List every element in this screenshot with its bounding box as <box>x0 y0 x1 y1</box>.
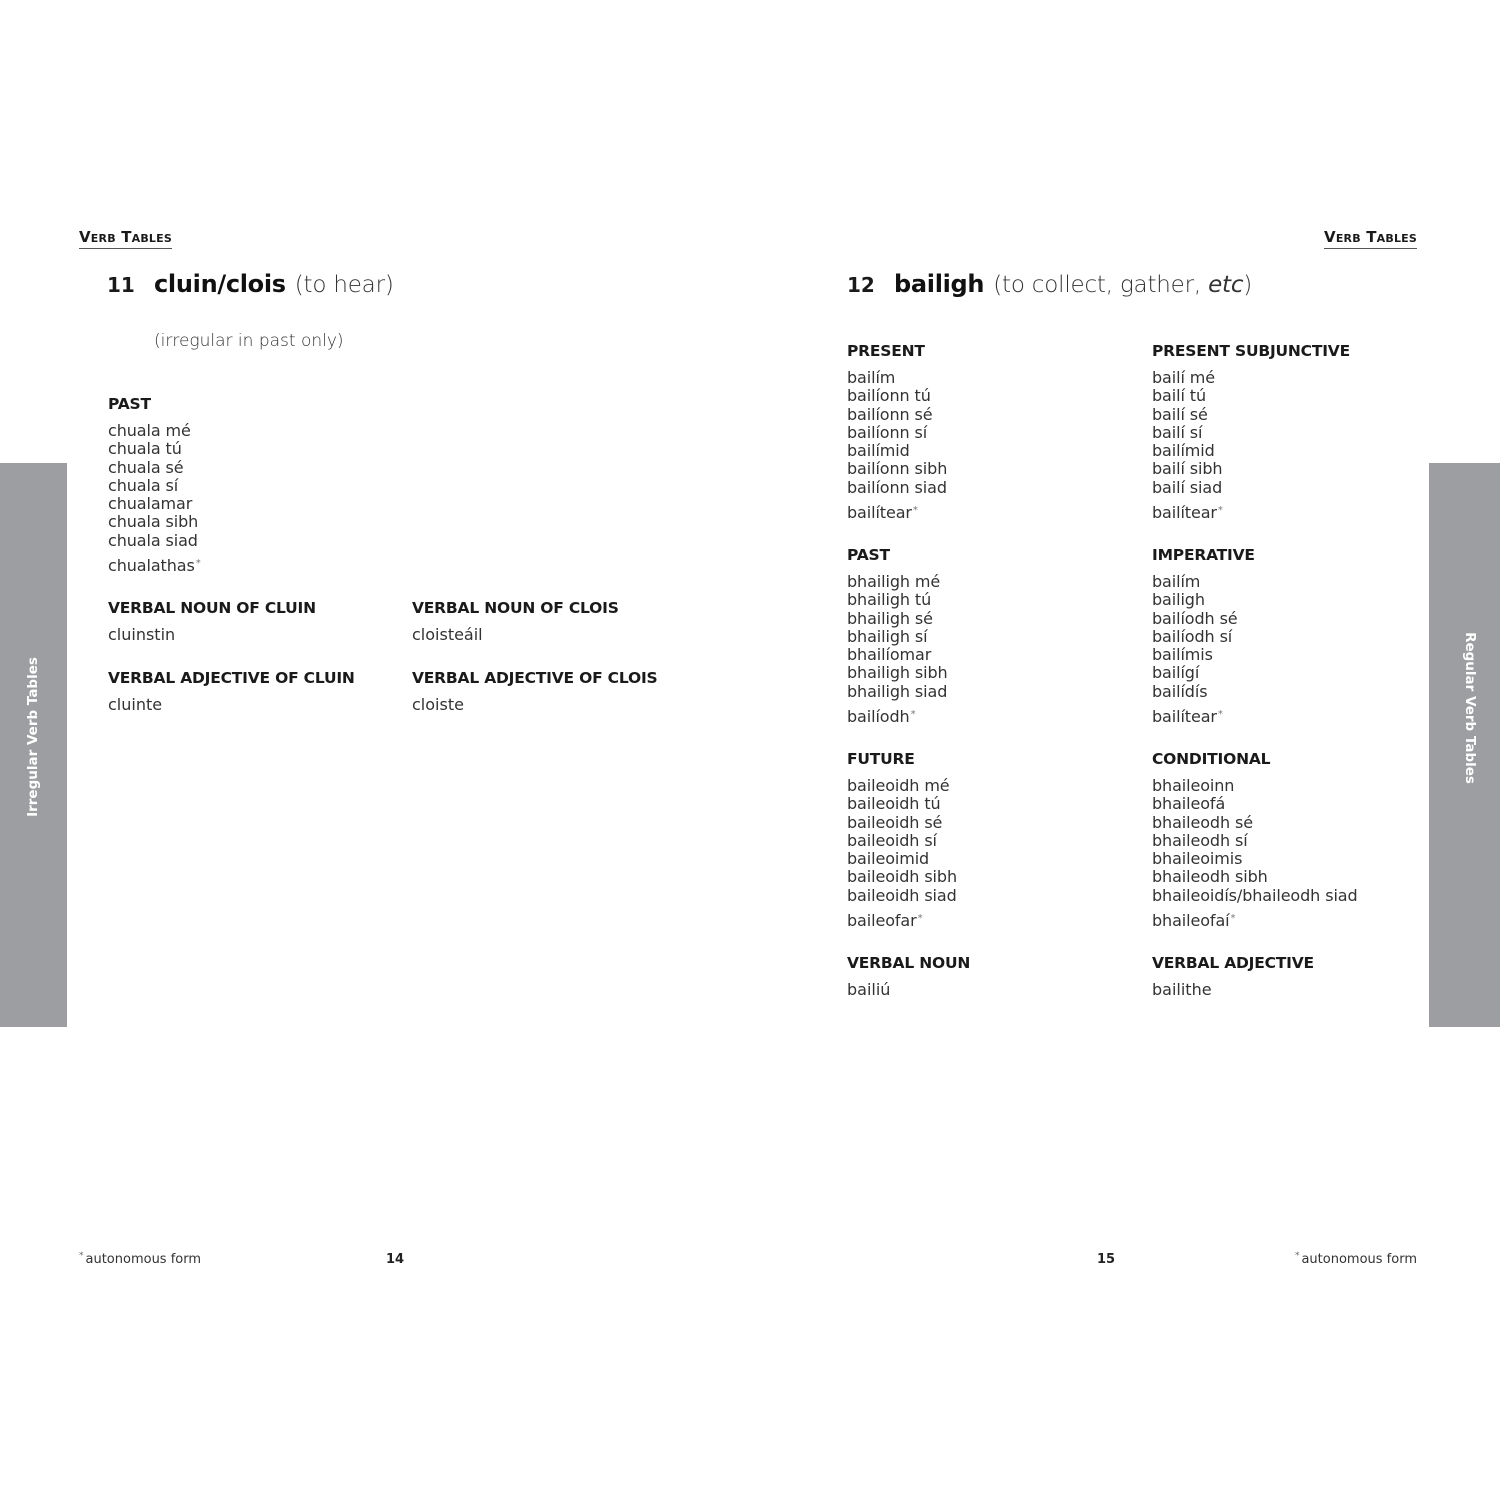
verb-headword: bailigh <box>894 270 985 298</box>
form: bailímis <box>1152 645 1213 665</box>
footnote-text: autonomous form <box>1301 1252 1417 1267</box>
verbal-noun-value: bailiú <box>847 980 891 999</box>
form: bailí sé <box>1152 404 1208 424</box>
asterisk-marker: * <box>195 558 201 570</box>
form: bailíonn sí <box>847 422 928 442</box>
form: bhaileodh sé <box>1152 812 1253 832</box>
asterisk-marker: * <box>1294 1251 1300 1261</box>
form: bailíonn sibh <box>847 459 948 479</box>
autonomous-form <box>1152 706 1255 726</box>
running-head: Verb Tables <box>1324 229 1417 249</box>
form-list <box>847 369 947 522</box>
gloss-italic: etc <box>1208 272 1244 298</box>
gloss-close: ) <box>1243 272 1253 298</box>
footnote-text: autonomous form <box>85 1252 202 1267</box>
form: bhaileofá <box>1152 794 1226 814</box>
verbal-noun-value: cloisteáil <box>412 625 483 644</box>
autonomous-form-text: bhaileofaí <box>1152 911 1230 931</box>
right-page <box>750 0 1500 1500</box>
autonomous-form-text: chualathas <box>108 556 195 576</box>
section-past <box>108 395 201 575</box>
section-heading: VERBAL ADJECTIVE OF CLUIN <box>108 669 355 687</box>
form-list <box>1152 777 1358 930</box>
section-past <box>847 546 948 726</box>
autonomous-form <box>847 706 948 726</box>
form: baileoimid <box>847 849 930 869</box>
form: bailíodh sí <box>1152 626 1233 646</box>
form: bhaileoimis <box>1152 849 1243 869</box>
side-tab-irregular <box>0 463 67 1027</box>
section-heading: IMPERATIVE <box>1152 546 1255 564</box>
form: bhaileoinn <box>1152 776 1235 795</box>
form: chuala tú <box>108 439 182 459</box>
form: bailí sí <box>1152 422 1203 442</box>
asterisk-marker: * <box>912 505 918 517</box>
side-tab-label: Irregular Verb Tables <box>24 657 41 817</box>
verb-headword: cluin/clois <box>154 270 286 298</box>
section-conditional <box>1152 750 1358 930</box>
form: bailím <box>1152 572 1201 591</box>
gloss-text: (to collect, gather, <box>993 272 1209 298</box>
verb-title <box>847 270 1252 298</box>
asterisk-marker: * <box>917 913 923 925</box>
autonomous-form <box>847 502 947 522</box>
form: bailigh <box>1152 590 1205 610</box>
section-verbal-adjective-clois <box>412 669 657 714</box>
form: bhaileoidís/bhaileodh siad <box>1152 885 1358 905</box>
form: bhailigh mé <box>847 572 941 591</box>
section-verbal-noun-cluin <box>108 599 316 644</box>
section-heading: PAST <box>847 546 890 564</box>
form: bhailigh siad <box>847 681 948 701</box>
running-head: Verb Tables <box>79 229 172 249</box>
footnote <box>79 1251 201 1267</box>
section-heading: FUTURE <box>847 750 915 768</box>
verbal-noun-value: cluinstin <box>108 625 176 644</box>
section-heading: VERBAL NOUN OF CLOIS <box>412 599 619 617</box>
form: bhaileodh sibh <box>1152 867 1268 887</box>
form: bhailigh sí <box>847 626 928 646</box>
autonomous-form <box>1152 502 1350 522</box>
autonomous-form-text: bailítear <box>847 503 912 523</box>
section-verbal-noun <box>847 954 970 999</box>
form: baileoidh sé <box>847 812 943 832</box>
form: baileoidh mé <box>847 776 950 795</box>
form-list <box>847 573 948 726</box>
autonomous-form-text: bailíodh <box>847 707 910 727</box>
form: baileoidh sí <box>847 830 937 850</box>
autonomous-form <box>1152 910 1358 930</box>
form: bailím <box>847 368 896 387</box>
section-heading: PRESENT <box>847 342 925 360</box>
page-number: 14 <box>386 1252 405 1267</box>
verb-gloss <box>993 272 1252 298</box>
autonomous-form <box>108 555 201 575</box>
autonomous-form <box>847 910 957 930</box>
section-heading: VERBAL ADJECTIVE <box>1152 954 1314 972</box>
form: bailíonn tú <box>847 386 931 406</box>
footnote <box>1295 1251 1417 1267</box>
form: chualamar <box>108 494 193 514</box>
form: bhailíomar <box>847 645 932 665</box>
side-tab-regular <box>1429 463 1500 1027</box>
irregular-note: (irregular in past only) <box>154 331 344 351</box>
section-verbal-adjective <box>1152 954 1314 999</box>
form: baileoidh siad <box>847 885 957 905</box>
form: bailígí <box>1152 663 1200 683</box>
verb-gloss: (to hear) <box>294 272 394 298</box>
form: bhailigh sé <box>847 608 933 628</box>
verb-title <box>107 270 394 298</box>
asterisk-marker: * <box>1230 913 1236 925</box>
form: bailímid <box>847 441 910 461</box>
section-verbal-adjective-cluin <box>108 669 355 714</box>
form: chuala siad <box>108 530 198 550</box>
form: bhaileodh sí <box>1152 830 1248 850</box>
section-heading: PRESENT SUBJUNCTIVE <box>1152 342 1350 360</box>
side-tab-label: Regular Verb Tables <box>1461 632 1478 784</box>
autonomous-form-text: bailítear <box>1152 707 1217 727</box>
form-list <box>108 422 201 575</box>
form: bailíodh sé <box>1152 608 1238 628</box>
asterisk-marker: * <box>1217 505 1223 517</box>
verbal-adjective-value: cluinte <box>108 695 163 714</box>
section-heading: PAST <box>108 395 151 413</box>
section-imperative <box>1152 546 1255 726</box>
form: bailí mé <box>1152 368 1216 387</box>
section-heading: CONDITIONAL <box>1152 750 1271 768</box>
asterisk-marker: * <box>1217 709 1223 721</box>
verb-number: 12 <box>847 273 875 297</box>
section-present-subjunctive <box>1152 342 1350 522</box>
form: bhailigh tú <box>847 590 932 610</box>
verbal-adjective-value: bailithe <box>1152 980 1212 999</box>
form: bailí tú <box>1152 386 1206 406</box>
form: baileoidh tú <box>847 794 941 814</box>
form-list <box>847 777 957 930</box>
form: chuala mé <box>108 421 191 440</box>
autonomous-form-text: bailítear <box>1152 503 1217 523</box>
verb-number: 11 <box>107 273 135 297</box>
form: bhailigh sibh <box>847 663 948 683</box>
page-number: 15 <box>1097 1252 1116 1267</box>
form: bailídís <box>1152 681 1208 701</box>
form: bailímid <box>1152 441 1215 461</box>
form-list <box>1152 369 1350 522</box>
autonomous-form-text: baileofar <box>847 911 917 931</box>
asterisk-marker: * <box>79 1251 84 1261</box>
form: chuala sé <box>108 457 184 477</box>
section-heading: VERBAL NOUN <box>847 954 971 972</box>
section-heading: VERBAL ADJECTIVE OF CLOIS <box>412 669 658 687</box>
asterisk-marker: * <box>910 709 916 721</box>
form: baileoidh sibh <box>847 867 957 887</box>
section-future <box>847 750 957 930</box>
section-present <box>847 342 947 522</box>
form: chuala sí <box>108 475 179 495</box>
form: bailíonn siad <box>847 477 947 497</box>
form: bailí siad <box>1152 477 1223 497</box>
form: bailíonn sé <box>847 404 933 424</box>
verbal-adjective-value: cloiste <box>412 695 464 714</box>
form: chuala sibh <box>108 512 199 532</box>
section-heading: VERBAL NOUN OF CLUIN <box>108 599 316 617</box>
section-verbal-noun-clois <box>412 599 619 644</box>
form-list <box>1152 573 1255 726</box>
form: bailí sibh <box>1152 459 1223 479</box>
